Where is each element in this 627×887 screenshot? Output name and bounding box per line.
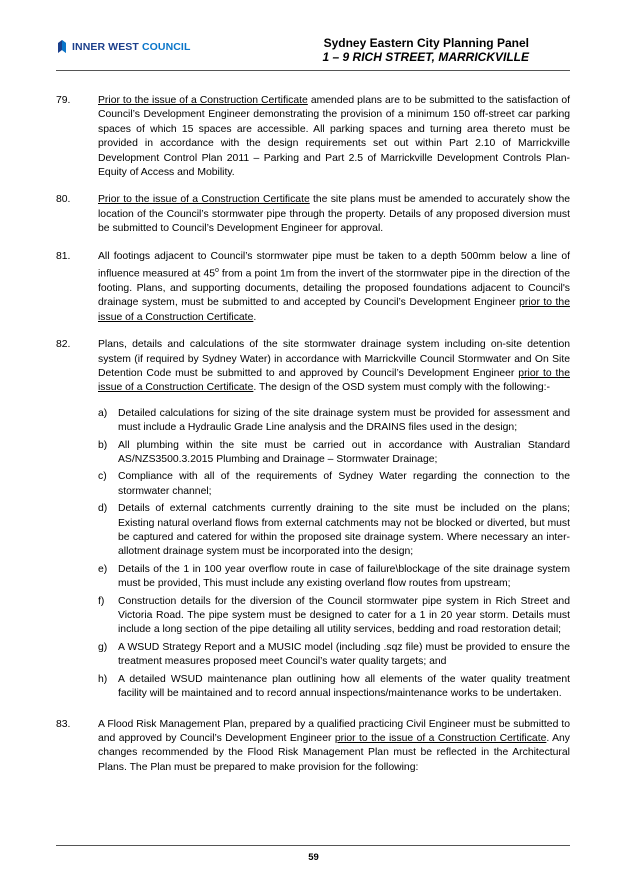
condition-79 xyxy=(56,94,570,180)
council-emblem-icon xyxy=(56,38,68,55)
text-run: amended plans are to be submitted to the satisfaction of Council’s Development Engineer demonstrating the provision of a minimum 150 off-street car parking spaces of which 15 spaces are accessible. All parking spaces and turning area thereto must be provided in accordance with the design requirements set out within Part 2.10 of Marrickville Development Control Plan 2011 – Parking and Part 2.5 of Marrickville Development Controls Plan- Equity of Access and Mobility. xyxy=(98,95,570,179)
condition-number: 80. xyxy=(56,194,71,206)
item-letter: b) xyxy=(98,439,108,451)
list-item xyxy=(98,563,570,592)
condition-text xyxy=(98,94,570,180)
list-item xyxy=(98,470,570,499)
condition-83 xyxy=(56,718,570,776)
page-header xyxy=(323,36,529,64)
item-text: Construction details for the diversion of the Council stormwater pipe system in Rich Street and Victoria Road. The pipe system must be designed to cater for a 1 in 20 year storm. Details must include a long section of the pipe detailing all utility services, bedding and road restoration detail; xyxy=(118,595,570,636)
list-item xyxy=(98,641,570,670)
list-item xyxy=(98,439,570,468)
underlined-phrase: Prior to the issue of a Construction Certificate xyxy=(98,194,310,206)
condition-number: 82. xyxy=(56,339,71,351)
text-run: . The design of the OSD system must comply with the following:- xyxy=(253,382,550,394)
panel-title: Sydney Eastern City Planning Panel xyxy=(323,36,529,50)
underlined-phrase: prior to the issue of a Construction Certificate xyxy=(98,367,570,394)
underlined-phrase: prior to the issue of a Construction Certificate xyxy=(98,297,570,323)
condition-82 xyxy=(56,338,570,704)
list-item xyxy=(98,407,570,436)
text-run: . Any changes recommended by the Flood Risk Management Plan must be reflected in the Architectural Plans. The Plan must be prepared to make provision for the following: xyxy=(98,732,570,773)
item-letter: h) xyxy=(98,673,108,685)
item-text: Compliance with all of the requirements of Sydney Water regarding the connection to the stormwater channel; xyxy=(118,471,570,497)
item-text: Details of the 1 in 100 year overflow route in case of failure\blockage of the site drainage system must be provided, This must include any existing overland flow routes from upstream; xyxy=(118,563,570,590)
text-run: the site plans must be amended to accurately show the location of the Council’s stormwater pipe through the property. Details of any proposed diversion must be submitted to Council’s Development Engineer for approval. xyxy=(98,194,570,235)
condition-text xyxy=(98,338,570,704)
footer-divider xyxy=(56,845,570,846)
text-run: Plans, details and calculations of the site stormwater drainage system including on-site detention system (if required by Sydney Water) in accordance with Marrickville Council Stormwater and On Site Detention Code must be submitted to and approved by Council’s Development Engineer xyxy=(98,339,570,379)
list-item xyxy=(98,595,570,638)
item-letter: d) xyxy=(98,503,108,515)
list-item xyxy=(98,673,570,702)
header-divider xyxy=(56,70,570,71)
osd-requirements-list xyxy=(98,407,570,702)
item-letter: e) xyxy=(98,563,108,575)
degree-superscript: o xyxy=(215,267,219,275)
item-letter: g) xyxy=(98,641,108,653)
condition-80 xyxy=(56,193,570,236)
condition-text xyxy=(98,718,570,776)
item-text: A WSUD Strategy Report and a MUSIC model (including .sqz file) must be provided to ensure the treatment measures proposed meet Council’s water quality targets; and xyxy=(118,641,570,668)
underlined-phrase: Prior to the issue of a Construction Certificate xyxy=(98,95,308,106)
condition-text xyxy=(98,193,570,236)
logo-text-inner-west: INNER WEST xyxy=(72,40,142,53)
condition-number: 79. xyxy=(56,95,71,106)
condition-number: 83. xyxy=(56,718,71,730)
logo-text-council: COUNCIL xyxy=(141,40,191,53)
item-letter: f) xyxy=(98,595,105,607)
site-address: 1 – 9 RICH STREET, MARRICKVILLE xyxy=(322,50,529,64)
text-run: . xyxy=(253,311,257,323)
condition-number: 81. xyxy=(56,250,71,262)
item-text: All plumbing within the site must be carried out in accordance with Australian Standard AS/NZS3500.3.2015 Plumbing and Drainage – Stormwater Drainage; xyxy=(118,439,570,465)
text-run: All footings adjacent to Council’s stormwater pipe must be taken to a depth 500mm below a line of influence measured at 45 xyxy=(98,250,570,280)
underlined-phrase: prior to the issue of a Construction Certificate xyxy=(334,732,547,744)
text-run: from a point 1m from the invert of the stormwater pipe in the direction of the footing. Plans, and supporting documents, detailing the proposed foundations adjacent to Council's drainage system, must be submitted to and accepted by Council’s Development Engineer xyxy=(98,268,570,309)
condition-81 xyxy=(56,250,570,326)
conditions-list xyxy=(56,94,570,788)
logo-wordmark xyxy=(72,41,190,53)
item-text: Detailed calculations for sizing of the site drainage system must be provided for assessment and must include a Hydraulic Grade Line analysis and the DRAINS files used in the design; xyxy=(118,407,570,434)
item-letter: c) xyxy=(98,471,107,483)
page-number: 59 xyxy=(308,852,319,863)
condition-text xyxy=(98,250,570,326)
item-letter: a) xyxy=(98,407,108,419)
council-logo xyxy=(56,38,190,55)
item-text: A detailed WSUD maintenance plan outlining how all elements of the water quality treatment facility will be maintained and to record annual inspections/maintenance works to be undertaken. xyxy=(118,673,570,700)
list-item xyxy=(98,502,570,560)
item-text: Details of external catchments currently draining to the site must be included on the plans; Existing natural overland flows from external catchments may not be blocked or diverted, but must be captured and catered for within the proposed site drainage system. Where necessary an inter-allotment drainage system must be incorporated into the design; xyxy=(118,503,570,558)
text-run: A Flood Risk Management Plan, prepared by a qualified practicing Civil Engineer must be submitted to and approved by Council’s Development Engineer xyxy=(98,718,570,744)
